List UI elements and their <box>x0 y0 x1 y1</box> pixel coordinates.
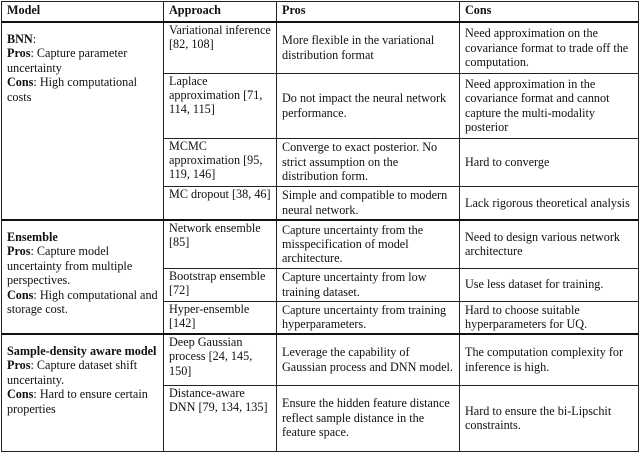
pros-cell: More flexible in the variational distribution format <box>277 22 460 73</box>
pros-cell: Leverage the capability of Gaussian process and DNN model. <box>277 334 460 385</box>
model-pros-label: Pros <box>7 358 31 373</box>
model-cons: : High computational and storage cost. <box>7 287 158 317</box>
cons-cell: Need approximation on the covariance format to trade off the computation. <box>460 22 639 73</box>
model-name-suffix: : <box>32 32 37 46</box>
model-name: Sample-density aware model <box>7 344 157 358</box>
header-approach: Approach <box>164 2 277 23</box>
pros-cell: Capture uncertainty from training hyperparameters. <box>277 301 460 334</box>
uq-comparison-table <box>1 1 639 452</box>
model-pros-label: Pros <box>7 244 31 259</box>
group-bnn <box>2 22 639 220</box>
model-cons: : Hard to ensure certain properties <box>7 387 148 416</box>
header-row <box>2 2 639 23</box>
cons-cell: Lack rigorous theoretical analysis <box>460 186 639 220</box>
header-cons: Cons <box>460 2 639 23</box>
cons-cell: The computation complexity for inference is high. <box>460 334 639 385</box>
model-pros: : Capture model uncertainty from multiple perspectives. <box>7 244 133 288</box>
model-cons-label: Cons <box>7 75 34 90</box>
model-pros-label: Pros <box>7 46 31 61</box>
model-name: Ensemble <box>7 230 58 244</box>
cons-cell: Hard to ensure the bi-Lipschit constraints. <box>460 385 639 451</box>
header-pros: Pros <box>277 2 460 23</box>
approach-cell: Variational inference [82, 108] <box>164 22 277 73</box>
model-pros: : Capture parameter uncertainty <box>7 46 128 75</box>
approach-cell: Bootstrap ensemble [72] <box>164 268 277 301</box>
cons-cell: Hard to converge <box>460 138 639 186</box>
model-cell <box>2 334 164 451</box>
pros-cell: Ensure the hidden feature distance reflect sample distance in the feature space. <box>277 385 460 451</box>
cons-cell: Hard to choose suitable hyperparameters for UQ. <box>460 301 639 334</box>
group-sample-density <box>2 334 639 451</box>
pros-cell: Do not impact the neural network performance. <box>277 73 460 138</box>
approach-cell: MCMC approximation [95, 119, 146] <box>164 138 277 186</box>
model-cons-label: Cons <box>7 387 34 402</box>
cons-cell: Need approximation in the covariance format and cannot capture the multi-modality posterior <box>460 73 639 138</box>
model-name: BNN <box>7 32 33 46</box>
table-row <box>2 334 639 385</box>
cons-cell: Need to design various network architecture <box>460 220 639 268</box>
approach-cell: Hyper-ensemble [142] <box>164 301 277 334</box>
header-model: Model <box>2 2 164 23</box>
model-cell <box>2 22 164 220</box>
approach-cell: Laplace approximation [71, 114, 115] <box>164 73 277 138</box>
approach-cell: Deep Gaussian process [24, 145, 150] <box>164 334 277 385</box>
model-cons-label: Cons <box>7 287 34 302</box>
approach-cell: Network ensemble [85] <box>164 220 277 268</box>
table-row <box>2 220 639 268</box>
pros-cell: Simple and compatible to modern neural network. <box>277 186 460 220</box>
model-pros: : Capture dataset shift uncertainty. <box>7 358 138 387</box>
table-row <box>2 22 639 73</box>
model-cons: : High computational costs <box>7 75 137 104</box>
approach-cell: MC dropout [38, 46] <box>164 186 277 220</box>
cons-cell: Use less dataset for training. <box>460 268 639 301</box>
pros-cell: Capture uncertainty from low training dataset. <box>277 268 460 301</box>
group-ensemble <box>2 220 639 334</box>
pros-cell: Converge to exact posterior. No strict assumption on the distribution form. <box>277 138 460 186</box>
pros-cell: Capture uncertainty from the misspecification of model architecture. <box>277 220 460 268</box>
model-cell <box>2 220 164 334</box>
approach-cell: Distance-aware DNN [79, 134, 135] <box>164 385 277 451</box>
